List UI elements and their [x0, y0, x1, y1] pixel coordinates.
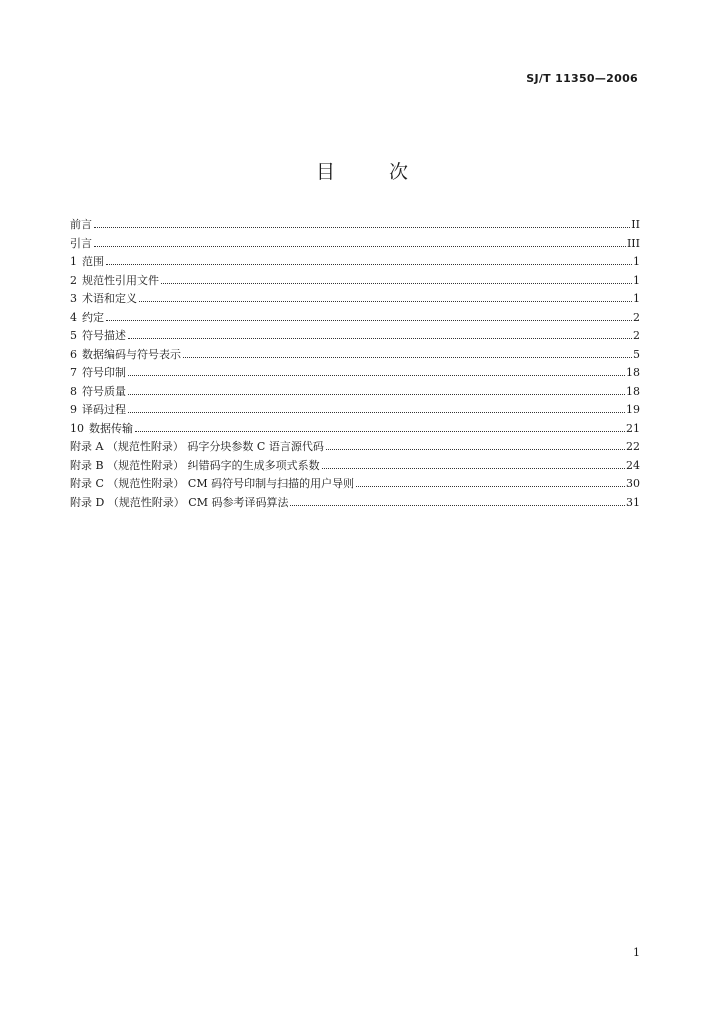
toc-entry-page: 19 — [626, 403, 640, 416]
dot-leader — [128, 375, 625, 376]
toc-entry-number: 7 — [70, 366, 77, 379]
toc-entry-number: 6 — [70, 347, 77, 361]
title-char-2: 次 — [389, 161, 409, 183]
dot-leader — [135, 431, 625, 432]
toc-entry-number: 9 — [70, 403, 77, 416]
dot-leader — [161, 283, 632, 284]
toc-entry-label: 附录 C （规范性附录） CM 码符号印制与扫描的用户导则 — [70, 477, 355, 490]
dot-leader — [326, 449, 625, 450]
page-title — [0, 157, 724, 184]
toc-entry-number: 4 — [70, 310, 77, 324]
dot-leader — [290, 505, 625, 506]
toc-entry[interactable] — [70, 438, 640, 457]
toc-entry-page: 18 — [626, 366, 640, 379]
toc-entry[interactable] — [70, 272, 640, 291]
toc-entry-label: 术语和定义 — [82, 292, 137, 305]
toc-entry-label: 数据编码与符号表示 — [82, 347, 181, 361]
toc-entry-page: III — [626, 236, 640, 250]
toc-entry-label: 规范性引用文件 — [82, 273, 159, 287]
table-of-contents — [70, 216, 640, 512]
dot-leader — [128, 394, 625, 395]
toc-entry[interactable] — [70, 327, 640, 346]
dot-leader — [128, 412, 625, 413]
toc-entry-page: 30 — [626, 477, 640, 490]
toc-entry[interactable] — [70, 401, 640, 420]
toc-entry[interactable] — [70, 364, 640, 383]
toc-entry-page: 21 — [626, 421, 640, 435]
toc-entry-page: 22 — [626, 440, 640, 453]
dot-leader — [128, 338, 632, 339]
toc-entry-page: 2 — [633, 329, 640, 342]
toc-entry-page: 1 — [633, 273, 640, 287]
dot-leader — [106, 320, 632, 321]
page-number: 1 — [633, 946, 640, 959]
toc-entry-number: 10 — [70, 421, 84, 435]
toc-entry-page: 31 — [626, 495, 640, 509]
toc-entry-page: 5 — [633, 347, 640, 361]
toc-entry-number: 5 — [70, 329, 77, 342]
toc-entry[interactable] — [70, 475, 640, 494]
toc-entry[interactable] — [70, 290, 640, 309]
toc-entry-label: 前言 — [70, 218, 92, 231]
toc-entry-page: 18 — [626, 384, 640, 398]
title-char-1: 目 — [315, 161, 335, 183]
dot-leader — [94, 246, 626, 247]
toc-entry[interactable] — [70, 253, 640, 272]
dot-leader — [356, 486, 625, 487]
toc-entry-page: 1 — [633, 292, 640, 305]
toc-entry-page: 24 — [626, 458, 640, 472]
toc-entry-page: 2 — [633, 310, 640, 324]
dot-leader — [322, 468, 625, 469]
toc-entry-label: 译码过程 — [82, 403, 126, 416]
toc-entry-label: 数据传输 — [89, 421, 133, 435]
toc-entry[interactable] — [70, 309, 640, 328]
toc-entry[interactable] — [70, 216, 640, 235]
dot-leader — [106, 264, 632, 265]
toc-entry[interactable] — [70, 235, 640, 254]
toc-entry-number: 8 — [70, 384, 77, 398]
dot-leader — [94, 227, 630, 228]
toc-entry-label: 符号描述 — [82, 329, 126, 342]
toc-entry-label: 约定 — [82, 310, 104, 324]
toc-entry-page: II — [631, 218, 640, 231]
toc-entry-label: 附录 A （规范性附录） 码字分块参数 C 语言源代码 — [70, 440, 324, 453]
toc-entry[interactable] — [70, 383, 640, 402]
toc-entry-label: 附录 D （规范性附录） CM 码参考译码算法 — [70, 495, 289, 509]
toc-entry-label: 符号质量 — [82, 384, 126, 398]
dot-leader — [183, 357, 632, 358]
toc-entry-number: 3 — [70, 292, 77, 305]
toc-entry[interactable] — [70, 494, 640, 513]
toc-entry[interactable] — [70, 346, 640, 365]
dot-leader — [139, 301, 632, 302]
toc-entry[interactable] — [70, 457, 640, 476]
toc-entry[interactable] — [70, 420, 640, 439]
toc-entry-label: 范围 — [82, 255, 104, 268]
toc-entry-page: 1 — [633, 255, 640, 268]
toc-entry-number: 2 — [70, 273, 77, 287]
toc-entry-label: 引言 — [70, 236, 92, 250]
toc-entry-label: 符号印制 — [82, 366, 126, 379]
toc-entry-label: 附录 B （规范性附录） 纠错码字的生成多项式系数 — [70, 458, 320, 472]
standard-code: SJ/T 11350—2006 — [526, 72, 638, 85]
toc-entry-number: 1 — [70, 255, 77, 268]
